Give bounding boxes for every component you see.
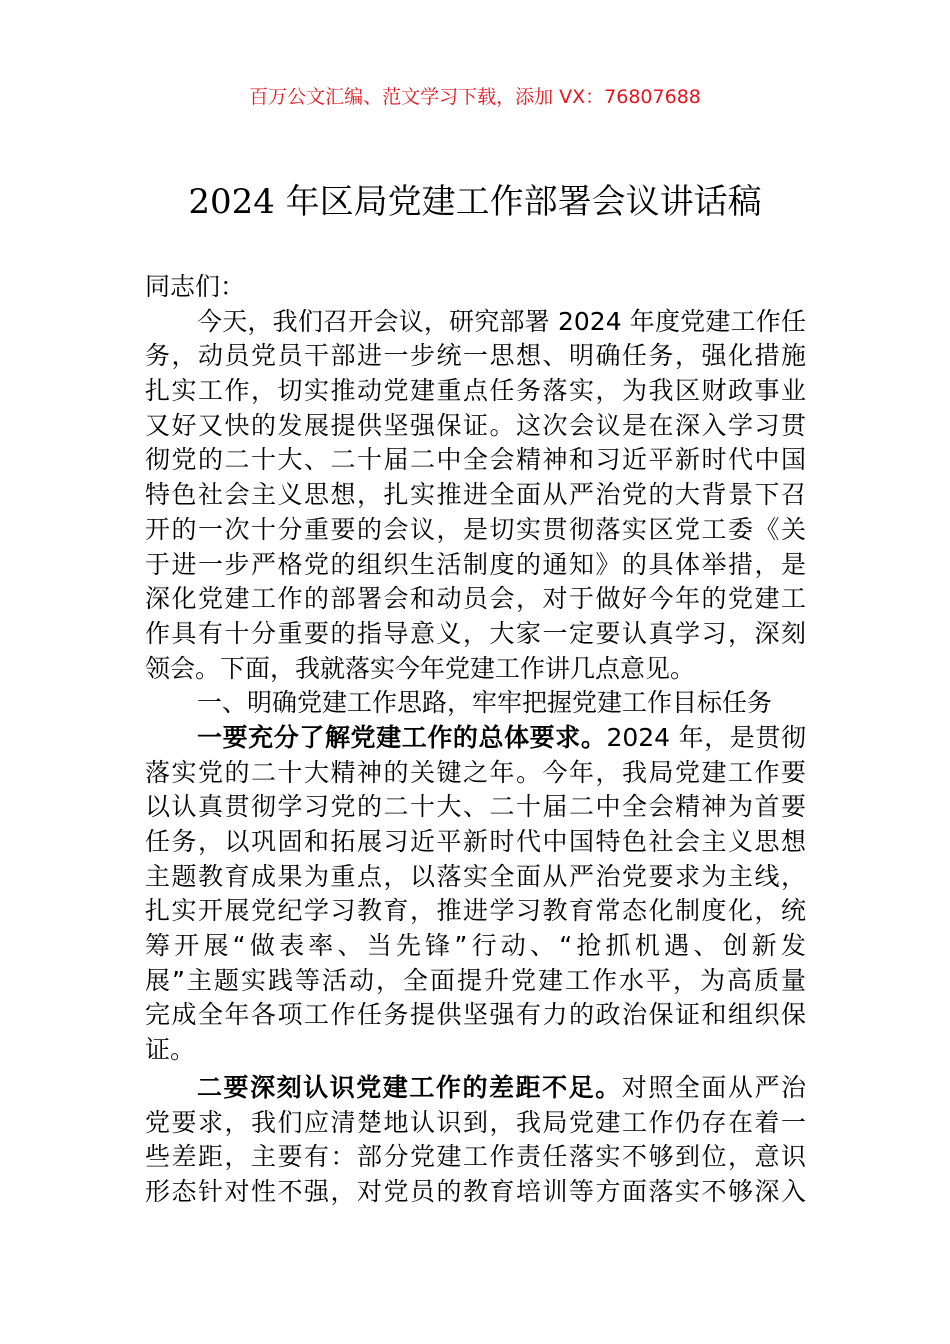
text-line <box>145 409 806 444</box>
watermark-banner: 百万公文汇编、范文学习下载，添加 VX：76807688 <box>249 86 701 108</box>
line-text: 展”主题实践等活动，全面提升党建工作水平，为高质量 <box>145 965 806 995</box>
text-line <box>145 478 806 513</box>
text-line <box>145 790 806 825</box>
document-body <box>145 270 806 1210</box>
text-line <box>145 964 806 999</box>
text-line <box>145 548 806 583</box>
line-text: 2024 年，是贯彻 <box>606 722 806 752</box>
line-text: 落实党的二十大精神的关键之年。今年，我局党建工作要 <box>145 757 806 787</box>
text-line <box>145 929 806 964</box>
text-line <box>145 339 806 374</box>
line-text: 扎实工作，切实推动党建重点任务落实，为我区财政事业 <box>145 376 806 406</box>
text-line <box>145 998 806 1033</box>
line-text: 作具有十分重要的指导意义，大家一定要认真学习，深刻 <box>145 618 806 648</box>
text-line <box>145 617 806 652</box>
text-line <box>145 1175 806 1210</box>
text-line <box>145 270 806 305</box>
text-line <box>145 374 806 409</box>
text-line <box>145 825 806 860</box>
text-line <box>145 860 806 895</box>
line-text: 同志们： <box>145 272 246 301</box>
line-text: 深化党建工作的部署会和动员会，对于做好今年的党建工 <box>145 584 806 614</box>
text-line <box>145 756 806 791</box>
line-text: 彻党的二十大、二十届二中全会精神和习近平新时代中国 <box>145 445 806 475</box>
text-line <box>145 652 806 687</box>
line-text: 特色社会主义思想，扎实推进全面从严治党的大背景下召 <box>145 480 806 510</box>
section-heading <box>145 686 806 721</box>
text-line <box>145 443 806 478</box>
line-text: 些差距，主要有：部分党建工作责任落实不够到位，意识 <box>145 1142 806 1172</box>
line-text: 主题教育成果为重点，以落实全面从严治党要求为主线， <box>145 861 806 891</box>
text-line <box>145 1033 806 1068</box>
text-line <box>145 1106 806 1141</box>
line-text: 完成全年各项工作任务提供坚强有力的政治保证和组织保 <box>145 1000 806 1030</box>
line-text: 一、明确党建工作思路，牢牢把握党建工作目标任务 <box>197 688 773 718</box>
text-line <box>145 1071 806 1106</box>
text-line <box>145 305 806 340</box>
line-text: 形态针对性不强，对党员的教育培训等方面落实不够深入 <box>145 1176 806 1206</box>
text-line <box>145 513 806 548</box>
line-text: 党要求，我们应清楚地认识到，我局党建工作仍存在着一 <box>145 1107 806 1137</box>
text-line <box>145 894 806 929</box>
line-text: 今天，我们召开会议，研究部署 2024 年度党建工作任 <box>197 306 806 336</box>
text-line <box>145 721 806 756</box>
line-text: 证。 <box>145 1035 196 1065</box>
line-text: 扎实开展党纪学习教育，推进学习教育常态化制度化，统 <box>145 896 806 926</box>
line-text: 以认真贯彻学习党的二十大、二十届二中全会精神为首要 <box>145 792 806 822</box>
bold-lead-phrase: 二要深刻认识党建工作的差距不足。 <box>197 1072 622 1102</box>
line-text: 领会。下面，我就落实今年党建工作讲几点意见。 <box>145 653 696 683</box>
line-text: 于进一步严格党的组织生活制度的通知》的具体举措，是 <box>145 549 806 579</box>
text-line <box>145 1140 806 1175</box>
line-text: 筹开展“做表率、当先锋”行动、“抢抓机遇、创新发 <box>145 931 806 961</box>
line-text: 任务，以巩固和拓展习近平新时代中国特色社会主义思想 <box>145 827 806 856</box>
line-text: 开的一次十分重要的会议，是切实贯彻落实区党工委《关 <box>145 514 806 544</box>
bold-lead-phrase: 一要充分了解党建工作的总体要求。 <box>197 722 607 752</box>
line-text: 又好又快的发展提供坚强保证。这次会议是在深入学习贯 <box>145 410 806 440</box>
line-text: 对照全面从严治 <box>621 1072 806 1102</box>
line-text: 务，动员党员干部进一步统一思想、明确任务，强化措施 <box>145 341 806 371</box>
text-line <box>145 582 806 617</box>
document-title: 2024 年区局党建工作部署会议讲话稿 <box>188 182 762 222</box>
